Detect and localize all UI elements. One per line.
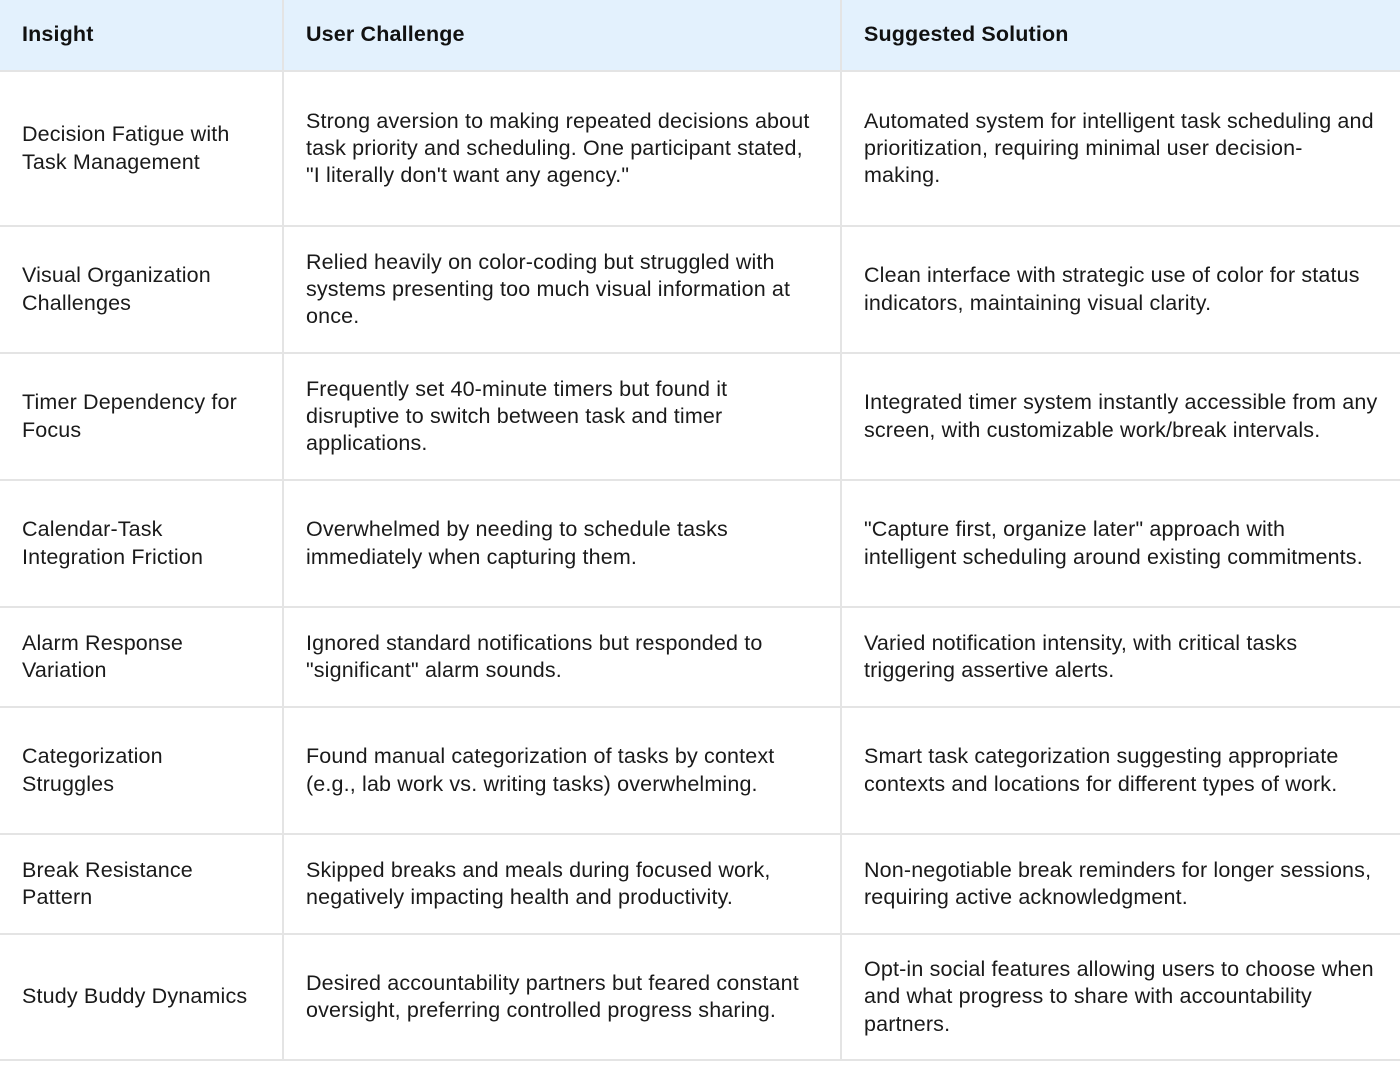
insight-cell: Alarm Response Variation: [0, 607, 283, 707]
challenge-cell: Overwhelmed by needing to schedule tasks immediately when capturing them.: [283, 480, 841, 607]
insight-cell: Study Buddy Dynamics: [0, 934, 283, 1060]
challenge-cell: Frequently set 40-minute timers but found it disruptive to switch between task and timer applications.: [283, 353, 841, 480]
table-row: [0, 607, 1400, 707]
insight-cell: Break Resistance Pattern: [0, 834, 283, 934]
column-header-suggested-solution: Suggested Solution: [841, 0, 1400, 71]
solution-cell: Clean interface with strategic use of color for status indicators, maintaining visual clarity.: [841, 226, 1400, 353]
table-row: [0, 71, 1400, 226]
solution-cell: Automated system for intelligent task scheduling and prioritization, requiring minimal user decision-making.: [841, 71, 1400, 226]
table-header: [0, 0, 1400, 71]
challenge-cell: Strong aversion to making repeated decisions about task priority and scheduling. One participant stated, "I literally don't want any agency.": [283, 71, 841, 226]
table-body: [0, 71, 1400, 1060]
insight-cell: Categorization Struggles: [0, 707, 283, 834]
solution-cell: Varied notification intensity, with critical tasks triggering assertive alerts.: [841, 607, 1400, 707]
insight-cell: Calendar-Task Integration Friction: [0, 480, 283, 607]
challenge-cell: Skipped breaks and meals during focused work, negatively impacting health and productivity.: [283, 834, 841, 934]
table-row: [0, 707, 1400, 834]
challenge-cell: Desired accountability partners but feared constant oversight, preferring controlled progress sharing.: [283, 934, 841, 1060]
table-row: [0, 834, 1400, 934]
challenge-cell: Found manual categorization of tasks by context (e.g., lab work vs. writing tasks) overwhelming.: [283, 707, 841, 834]
solution-cell: Non-negotiable break reminders for longer sessions, requiring active acknowledgment.: [841, 834, 1400, 934]
challenge-cell: Ignored standard notifications but responded to "significant" alarm sounds.: [283, 607, 841, 707]
column-header-user-challenge: User Challenge: [283, 0, 841, 71]
insight-cell: Timer Dependency for Focus: [0, 353, 283, 480]
insight-cell: Visual Organization Challenges: [0, 226, 283, 353]
column-header-insight: Insight: [0, 0, 283, 71]
table-row: [0, 353, 1400, 480]
table-row: [0, 480, 1400, 607]
solution-cell: Smart task categorization suggesting appropriate contexts and locations for different types of work.: [841, 707, 1400, 834]
solution-cell: "Capture first, organize later" approach with intelligent scheduling around existing commitments.: [841, 480, 1400, 607]
header-row: [0, 0, 1400, 71]
insight-cell: Decision Fatigue with Task Management: [0, 71, 283, 226]
challenge-cell: Relied heavily on color-coding but struggled with systems presenting too much visual information at once.: [283, 226, 841, 353]
solution-cell: Opt-in social features allowing users to choose when and what progress to share with accountability partners.: [841, 934, 1400, 1060]
solution-cell: Integrated timer system instantly accessible from any screen, with customizable work/break intervals.: [841, 353, 1400, 480]
table-row: [0, 226, 1400, 353]
table-row: [0, 934, 1400, 1060]
